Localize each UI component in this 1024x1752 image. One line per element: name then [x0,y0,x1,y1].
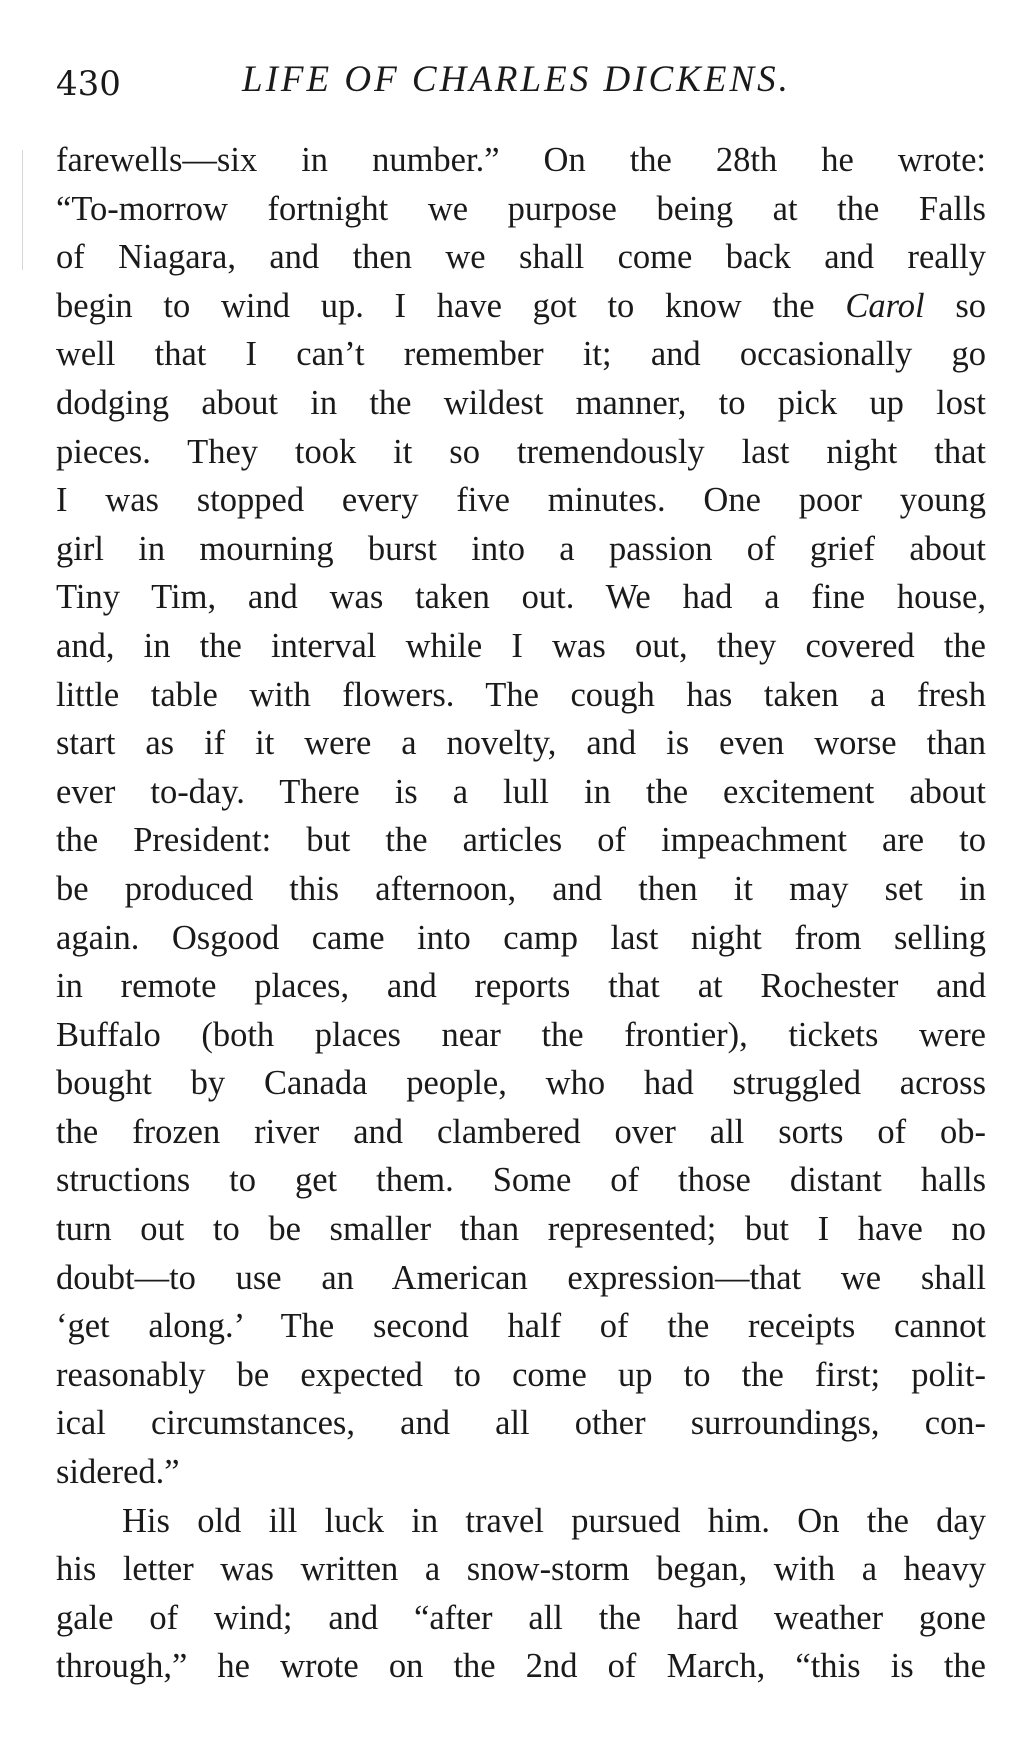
text-line: structions to get them. Some of those distant halls [56,1161,986,1200]
text-line: turn out to be smaller than represented; but I have no [56,1210,986,1249]
text-line: “To-morrow fortnight we purpose being at the Falls [56,189,986,228]
italic-title-carol: Carol [845,286,925,325]
page-edge-shadow [22,150,23,270]
text-line: be produced this afternoon, and then it may set in [56,869,986,908]
text-line: ical circumstances, and all other surroundings, con- [56,1404,986,1443]
body-text [56,136,986,1691]
text-line: ‘get along.’ The second half of the receipts cannot [56,1307,986,1346]
text-line: farewells—six in number.” On the 28th he wrote: [56,141,986,179]
text-line: I was stopped every five minutes. One poor young [56,481,986,520]
running-title: LIFE OF CHARLES DICKENS. [242,59,791,100]
text-line-start: begin to wind up. I have got to know the [56,286,815,325]
text-line: in remote places, and reports that at Rochester and [56,967,986,1006]
text-line: dodging about in the wildest manner, to pick up lost [56,383,986,422]
paragraph-start-line: His old ill luck in travel pursued him. On the day [122,1501,986,1540]
text-line: start as if it were a novelty, and is even worse than [56,724,986,763]
text-line: his letter was written a snow-storm began, with a heavy [56,1550,986,1589]
text-line: well that I can’t remember it; and occasionally go [56,335,986,374]
text-line: girl in mourning burst into a passion of grief about [56,529,986,568]
text-line: doubt—to use an American expression—that we shall [56,1258,986,1297]
text-line: reasonably be expected to come up to the first; polit- [56,1355,986,1394]
text-line: the frozen river and clambered over all sorts of ob- [56,1112,986,1151]
text-line: the President: but the articles of impeachment are to [56,821,986,860]
text-line: pieces. They took it so tremendously last night that [56,432,986,471]
text-line: bought by Canada people, who had struggled across [56,1064,986,1103]
text-line: ever to-day. There is a lull in the excitement about [56,772,986,811]
page-header [56,58,986,108]
text-line: Buffalo (both places near the frontier), tickets were [56,1015,986,1054]
text-line-end: so [955,286,986,325]
text-line: of Niagara, and then we shall come back and really [56,238,986,277]
text-line: Tiny Tim, and was taken out. We had a fine house, [56,578,986,617]
page-number: 430 [56,64,121,104]
text-line: gale of wind; and “after all the hard weather gone [56,1598,986,1637]
text-line: little table with flowers. The cough has taken a fresh [56,675,986,714]
text-line [56,282,986,331]
text-line: sidered.” [56,1453,180,1492]
text-line: and, in the interval while I was out, they covered the [56,626,986,665]
text-line: through,” he wrote on the 2nd of March, “this is the [56,1647,986,1686]
text-line: again. Osgood came into camp last night from selling [56,918,986,957]
